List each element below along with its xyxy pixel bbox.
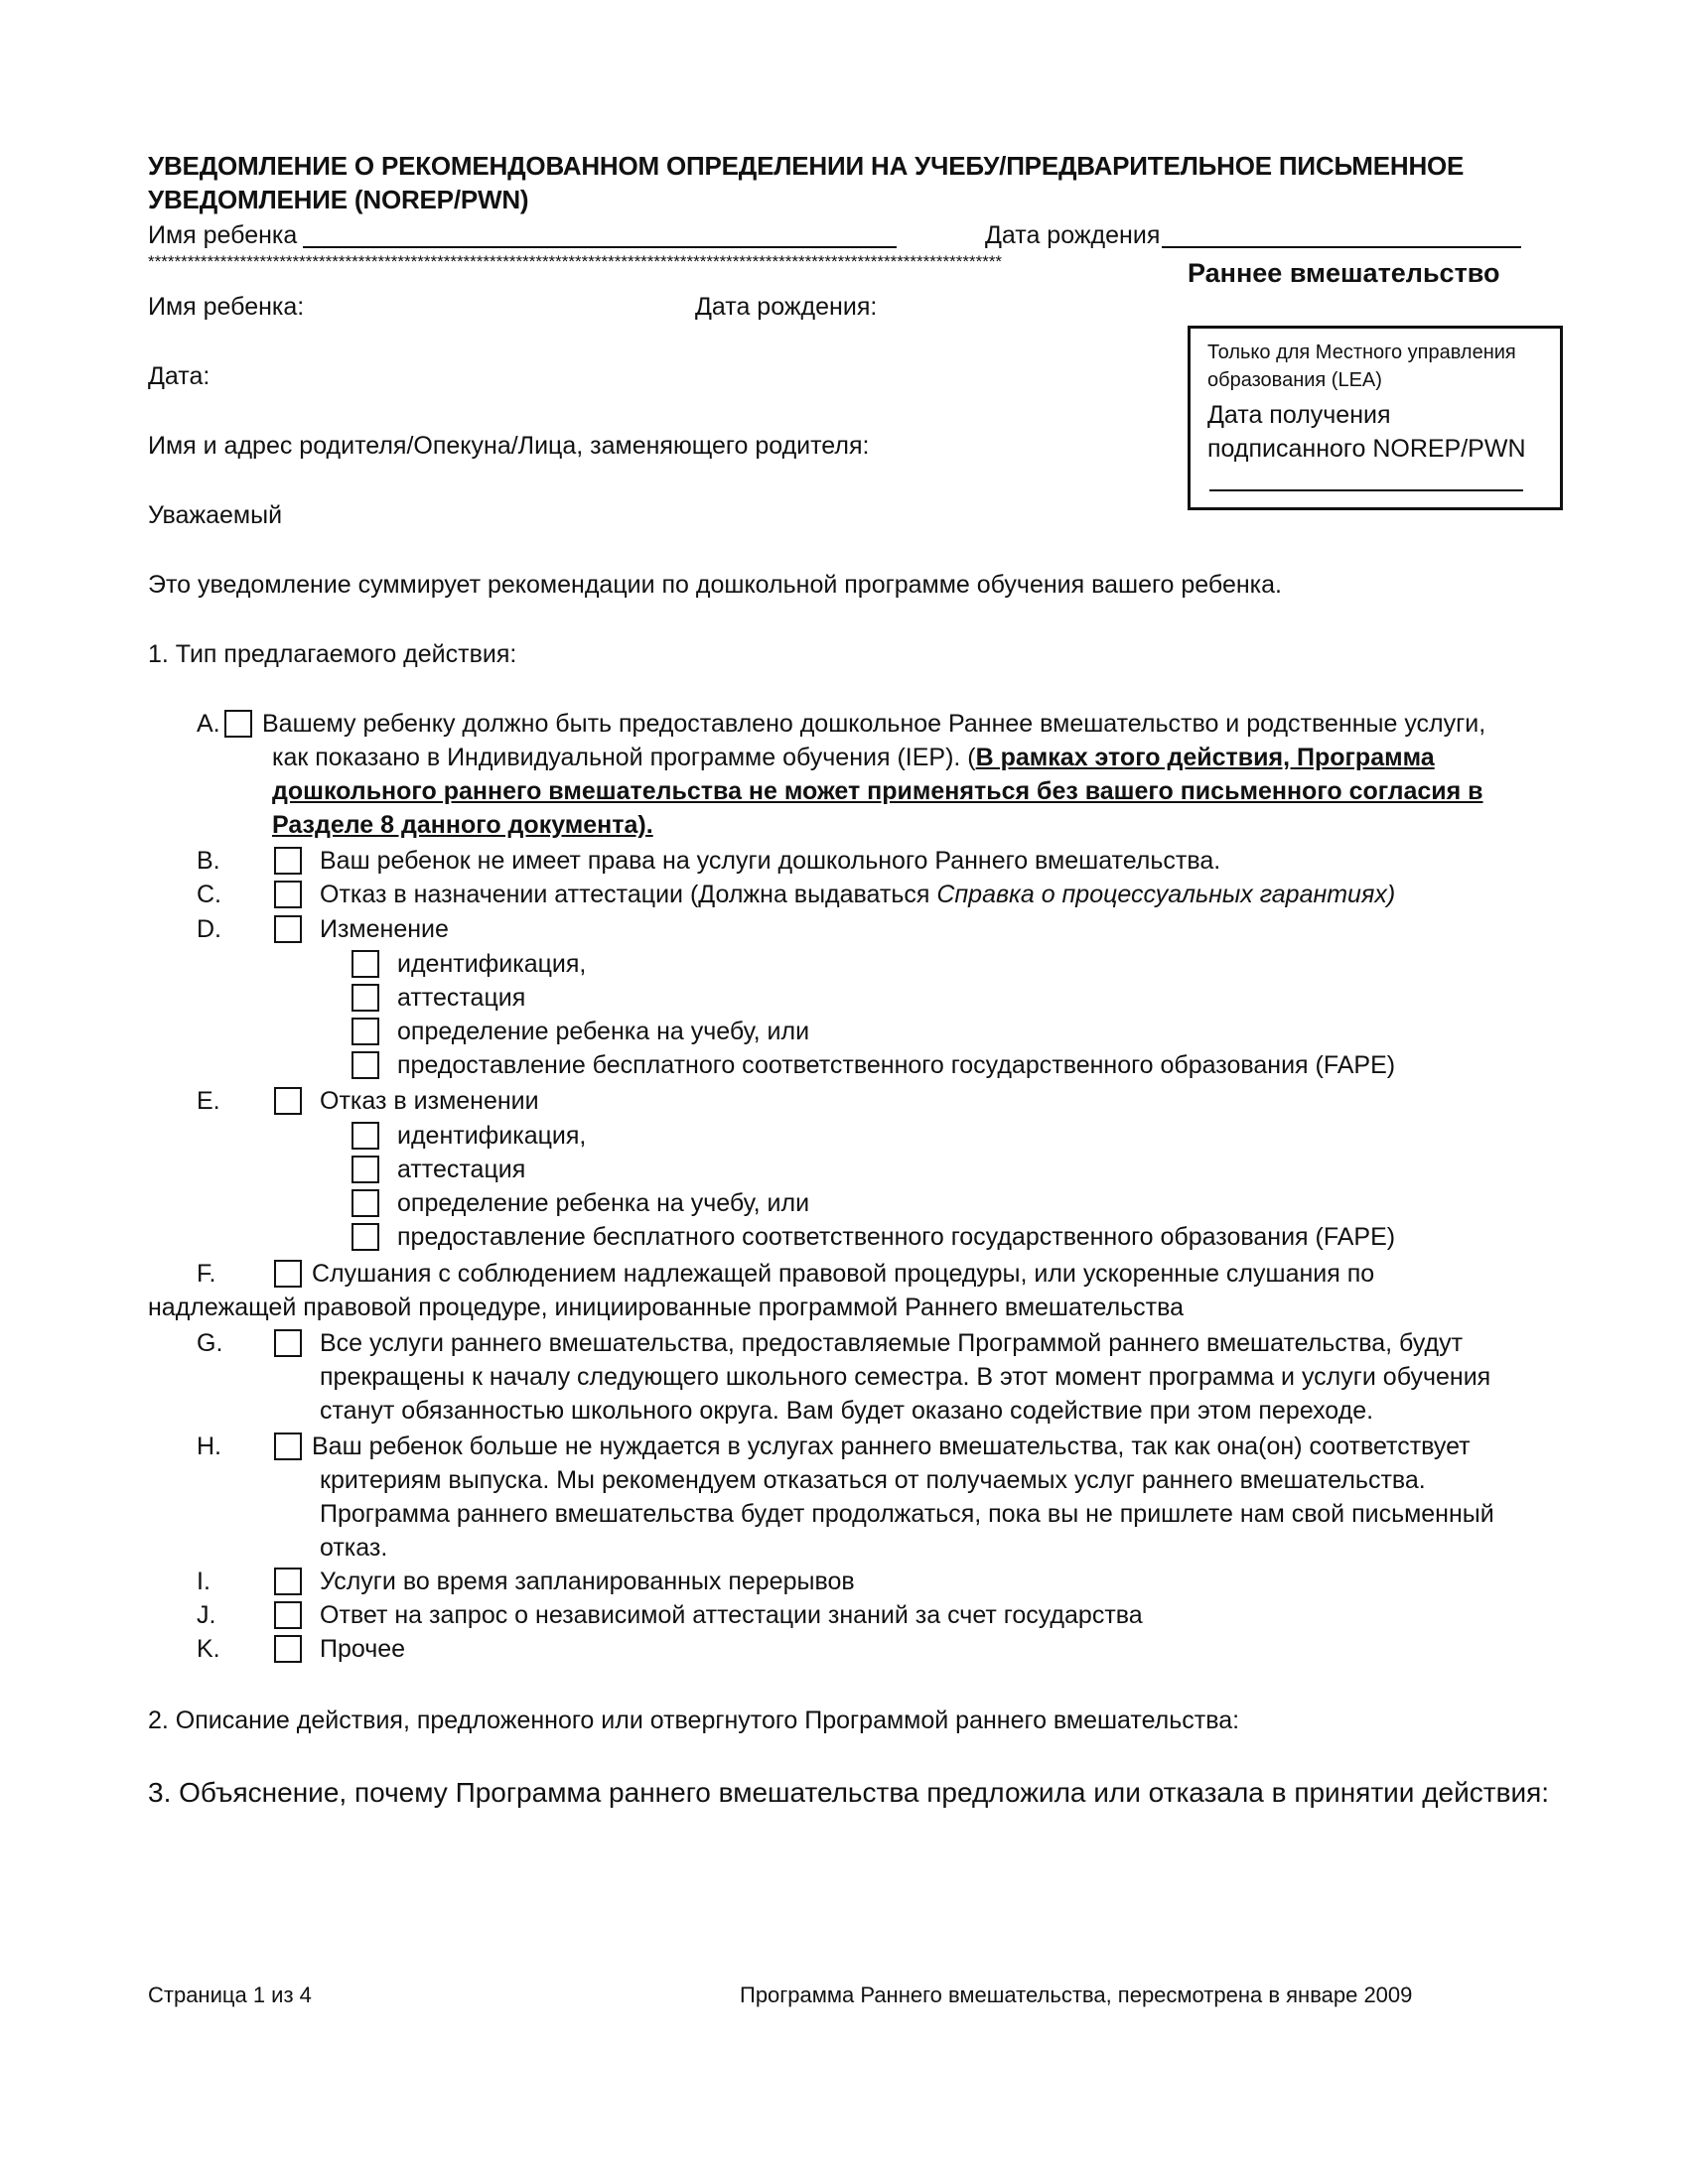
lea-only-box xyxy=(1188,326,1563,510)
option-a-line2-bold: В рамках этого действия, Программа xyxy=(975,744,1435,771)
option-k-letter: K. xyxy=(197,1635,220,1663)
lea-line1: Только для Местного управления xyxy=(1207,341,1516,363)
option-h-line4: отказ. xyxy=(320,1534,388,1562)
option-g-line1: Все услуги раннего вмешательства, предоставляемые Программой раннего вмешательства, будут xyxy=(320,1329,1464,1357)
intro-text: Это уведомление суммирует рекомендации по дошкольной программе обучения вашего ребенка. xyxy=(148,571,1283,599)
child-name-field: Имя ребенка: xyxy=(148,293,305,321)
footer-revision: Программа Раннего вмешательства, пересмотрена в январе 2009 xyxy=(740,1982,1413,2007)
section1-heading: 1. Тип предлагаемого действия: xyxy=(148,640,517,668)
option-d-sub1-text: идентификация, xyxy=(397,950,587,978)
option-d-letter: D. xyxy=(197,915,221,943)
option-d-sub2-checkbox[interactable] xyxy=(352,984,379,1012)
form-title-line2: УВЕДОМЛЕНИЕ (NOREP/PWN) xyxy=(148,185,529,214)
dob-field: Дата рождения: xyxy=(695,293,878,321)
option-d-checkbox[interactable] xyxy=(274,915,302,943)
lea-line4: подписанного NOREP/PWN xyxy=(1207,435,1526,463)
option-c-italic: Справка о процессуальных гарантиях) xyxy=(936,881,1396,908)
section3-heading: 3. Объяснение, почему Программа раннего вмешательства предложила или отказала в принятии действия: xyxy=(148,1777,1550,1808)
child-name-line[interactable] xyxy=(303,246,897,248)
date-field: Дата: xyxy=(148,362,211,390)
option-d-sub3-text: определение ребенка на учебу, или xyxy=(397,1018,810,1045)
option-b-text: Ваш ребенок не имеет права на услуги дошкольного Раннего вмешательства. xyxy=(320,847,1221,875)
option-a-line1: Вашему ребенку должно быть предоставлено дошкольное Раннее вмешательство и родственные услуги, xyxy=(262,710,1486,738)
option-a-checkbox[interactable] xyxy=(224,710,252,738)
option-c-checkbox[interactable] xyxy=(274,881,302,908)
form-title-line1: УВЕДОМЛЕНИЕ О РЕКОМЕНДОВАННОМ ОПРЕДЕЛЕНИИ НА УЧЕБУ/ПРЕДВАРИТЕЛЬНОЕ ПИСЬМЕННОЕ xyxy=(148,151,1465,181)
option-e-sub4-checkbox[interactable] xyxy=(352,1223,379,1251)
option-a-line2-plain: как показано в Индивидуальной программе обучения (IEP). ( xyxy=(272,744,976,771)
option-d-sub4-checkbox[interactable] xyxy=(352,1051,379,1079)
footer-page: Страница 1 из 4 xyxy=(148,1982,312,2007)
dob-label: Дата рождения xyxy=(985,221,1161,249)
option-k-checkbox[interactable] xyxy=(274,1635,302,1663)
option-f-letter: F. xyxy=(197,1260,216,1288)
option-d-sub1-checkbox[interactable] xyxy=(352,950,379,978)
option-j-text: Ответ на запрос о независимой аттестации знаний за счет государства xyxy=(320,1601,1143,1629)
section2-heading: 2. Описание действия, предложенного или отвергнутого Программой раннего вмешательства: xyxy=(148,1706,1240,1734)
option-d-sub4-text: предоставление бесплатного соответственного государственного образования (FAPE) xyxy=(397,1051,1396,1079)
option-i-letter: I. xyxy=(197,1568,211,1595)
option-h-line2: критериям выпуска. Мы рекомендуем отказаться от получаемых услуг раннего вмешательства. xyxy=(320,1466,1426,1494)
option-b-checkbox[interactable] xyxy=(274,847,302,875)
option-h-line1: Ваш ребенок больше не нуждается в услугах раннего вмешательства, так как она(он) соответствует xyxy=(312,1433,1471,1460)
option-e-sub3-checkbox[interactable] xyxy=(352,1189,379,1217)
option-e-sub3-text: определение ребенка на учебу, или xyxy=(397,1189,810,1217)
option-d-text: Изменение xyxy=(320,915,449,943)
option-i-checkbox[interactable] xyxy=(274,1568,302,1595)
dob-line[interactable] xyxy=(1162,246,1521,248)
option-e-checkbox[interactable] xyxy=(274,1087,302,1115)
option-b-letter: B. xyxy=(197,847,220,875)
option-f-line2: надлежащей правовой процедуре, инициированные программой Раннего вмешательства xyxy=(148,1294,1185,1321)
option-g-checkbox[interactable] xyxy=(274,1329,302,1357)
lea-line3: Дата получения xyxy=(1207,401,1391,429)
option-e-text: Отказ в изменении xyxy=(320,1087,539,1115)
option-e-sub1-checkbox[interactable] xyxy=(352,1122,379,1150)
option-e-sub2-checkbox[interactable] xyxy=(352,1156,379,1183)
option-e-sub1-text: идентификация, xyxy=(397,1122,587,1150)
option-h-line3: Программа раннего вмешательства будет продолжаться, пока вы не пришлете нам свой письменный xyxy=(320,1500,1494,1528)
option-h-checkbox[interactable] xyxy=(274,1433,302,1460)
option-k-text: Прочее xyxy=(320,1635,406,1663)
option-g-line3: станут обязанностью школьного округа. Вам будет оказано содействие при этом переходе. xyxy=(320,1397,1374,1425)
lea-date-line[interactable] xyxy=(1209,489,1523,491)
option-j-checkbox[interactable] xyxy=(274,1601,302,1629)
option-a-line3: дошкольного раннего вмешательства не может применяться без вашего письменного согласия в xyxy=(272,777,1483,805)
option-a-line2 xyxy=(272,741,1435,774)
option-g-letter: G. xyxy=(197,1329,223,1357)
option-a-letter: A. xyxy=(197,710,220,738)
option-a-line4: Разделе 8 данного документа). xyxy=(272,811,653,839)
salutation: Уважаемый xyxy=(148,501,283,529)
separator-stars: ********************************************************************************************************************************** xyxy=(148,252,1003,271)
option-c-letter: C. xyxy=(197,881,221,908)
option-h-letter: H. xyxy=(197,1433,221,1460)
option-c-text xyxy=(320,878,1395,911)
option-e-sub2-text: аттестация xyxy=(397,1156,526,1183)
child-name-label: Имя ребенка xyxy=(148,221,298,249)
option-f-checkbox[interactable] xyxy=(274,1260,302,1288)
option-j-letter: J. xyxy=(197,1601,216,1629)
option-e-letter: E. xyxy=(197,1087,220,1115)
option-d-sub3-checkbox[interactable] xyxy=(352,1018,379,1045)
option-c-plain: Отказ в назначении аттестации (Должна выдаваться xyxy=(320,881,937,908)
option-e-sub4-text: предоставление бесплатного соответственного государственного образования (FAPE) xyxy=(397,1223,1396,1251)
option-f-line1: Слушания с соблюдением надлежащей правовой процедуры, или ускоренные слушания по xyxy=(312,1260,1375,1288)
lea-line2: образования (LEA) xyxy=(1207,369,1382,391)
option-d-sub2-text: аттестация xyxy=(397,984,526,1012)
parent-field: Имя и адрес родителя/Опекуна/Лица, заменяющего родителя: xyxy=(148,432,870,460)
program-label: Раннее вмешательство xyxy=(1188,258,1500,288)
option-i-text: Услуги во время запланированных перерывов xyxy=(320,1568,855,1595)
option-g-line2: прекращены к началу следующего школьного семестра. В этот момент программа и услуги обучения xyxy=(320,1363,1491,1391)
